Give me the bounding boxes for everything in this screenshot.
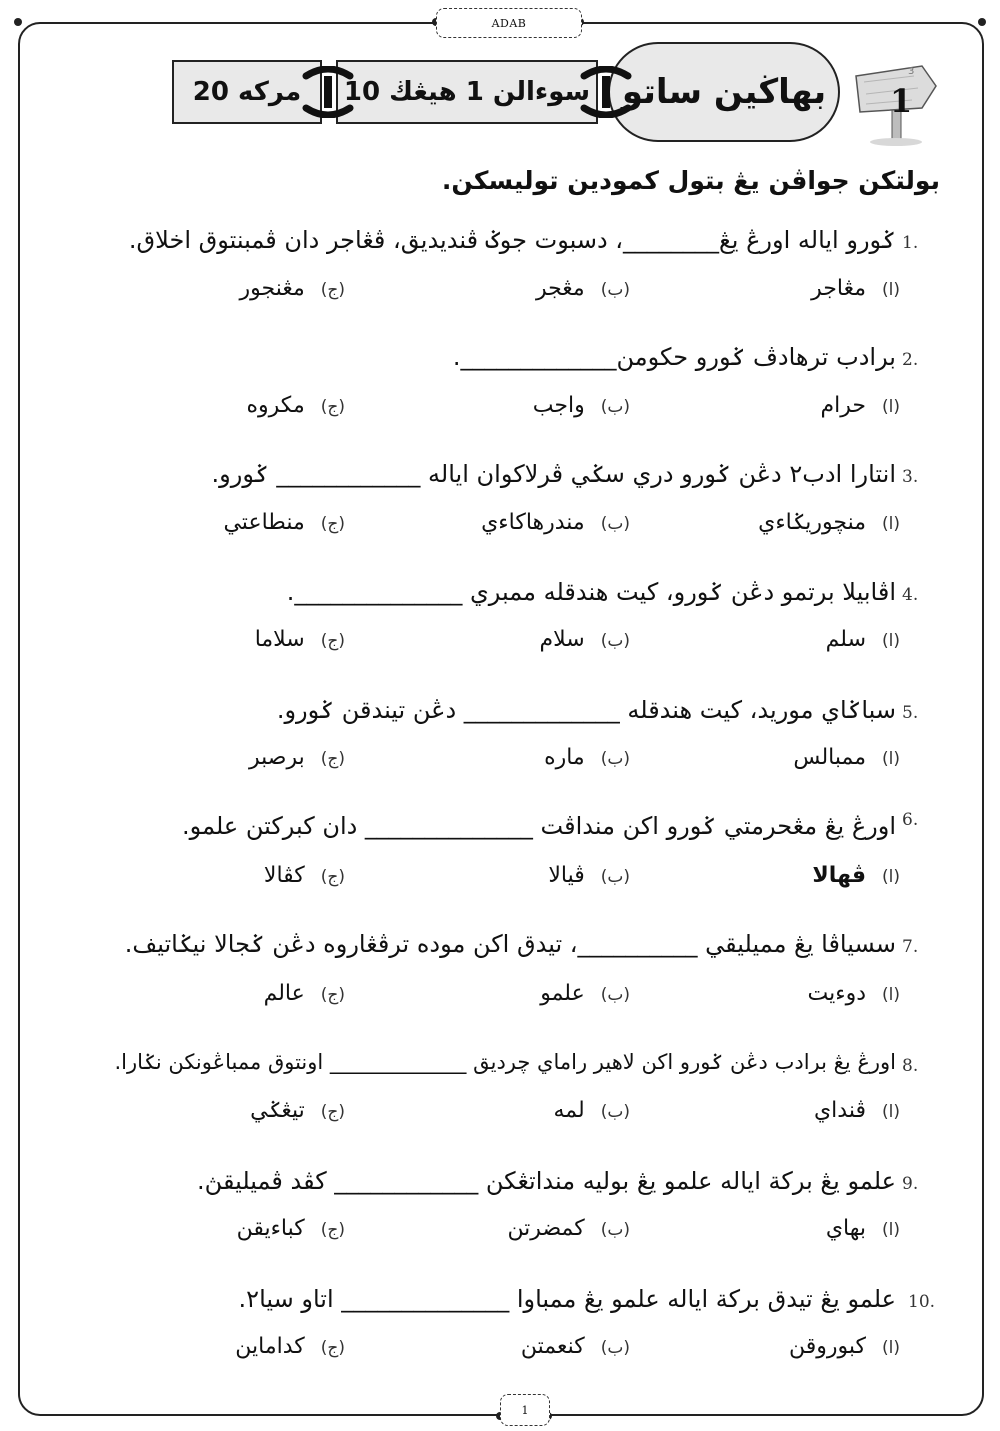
option-label: (ا)	[882, 514, 900, 534]
option-b[interactable]	[507, 1216, 630, 1241]
option-text: سلاما	[254, 627, 305, 652]
option-label: (ج)	[320, 280, 345, 300]
option-label: (ج)	[320, 1220, 345, 1240]
option-label: (ب)	[600, 749, 630, 769]
option-label: (ب)	[600, 514, 630, 534]
option-c[interactable]	[240, 276, 345, 301]
option-a[interactable]	[821, 393, 900, 418]
option-label: (ب)	[600, 631, 630, 651]
option-a[interactable]	[826, 627, 900, 652]
question-number: 3.	[902, 467, 919, 487]
question-text: علمو يڠ تيدق برکة اياله علمو يڠ ممباوا ______________ اتاو سيا٢.	[238, 1285, 896, 1313]
option-text: دوءيت	[807, 981, 866, 1006]
questions-range-box	[336, 60, 598, 124]
option-c[interactable]	[237, 1216, 345, 1241]
question-text: برادب ترهادڤ ݢورو حکومن_____________.	[452, 343, 896, 371]
section-title-box	[608, 42, 840, 142]
option-text: سلم	[825, 627, 866, 652]
option-label: (ج)	[320, 397, 345, 417]
option-c[interactable]	[255, 627, 345, 652]
option-b[interactable]	[544, 745, 630, 770]
option-text: کنعمتن	[520, 1334, 585, 1359]
option-label: (ا)	[882, 631, 900, 651]
option-c[interactable]	[264, 863, 345, 888]
option-label: (ا)	[882, 1102, 900, 1122]
option-text: سلام	[539, 627, 585, 652]
option-text: برصبر	[249, 745, 305, 770]
unit-number: 1	[890, 82, 913, 120]
option-a[interactable]	[808, 981, 901, 1006]
option-text: منچوريݢاءي	[758, 510, 866, 535]
subject-tab	[436, 8, 582, 38]
question-text: سسياڤا يڠ مميليقي __________، تيدق اکن موده ترڤڠاروه دڠن ݢجالا نيݢاتيف.	[124, 930, 896, 958]
option-text: مڠجر	[535, 276, 585, 301]
option-text: مندرهاکاءي	[481, 510, 585, 535]
question-text: ݢورو اياله اورڠ يڠ________، دسبوت جوݢ ڤنديديق، ڤڠاجر دان ڤمبنتوق اخلاق.	[128, 226, 896, 254]
option-label: (ج)	[320, 514, 345, 534]
option-label: (ب)	[600, 280, 630, 300]
question-number: 6.	[902, 810, 919, 830]
option-a[interactable]	[789, 1334, 900, 1359]
corner-dot	[14, 18, 22, 26]
option-text: ڤهالا	[812, 863, 866, 888]
option-label: (ا)	[882, 280, 900, 300]
option-a[interactable]	[812, 863, 900, 888]
option-text: تيڠݢي	[250, 1098, 305, 1123]
option-a[interactable]	[811, 276, 900, 301]
option-label: (ب)	[600, 1102, 630, 1122]
question-number: 10.	[908, 1292, 936, 1312]
question-text: انتارا ادب٢ دڠن ݢورو دري سݢي ڤرلاکوان اياله ____________ ݢورو.	[211, 460, 896, 488]
option-text: ڤيالا	[548, 863, 585, 888]
question-number: 4.	[902, 585, 919, 605]
option-label: (ب)	[600, 867, 630, 887]
option-label: (ا)	[882, 1338, 900, 1358]
option-b[interactable]	[548, 863, 630, 888]
option-label: (ا)	[882, 397, 900, 417]
question-number: 1.	[902, 233, 919, 253]
question-number: 8.	[902, 1056, 919, 1076]
page-number: 1	[521, 1403, 529, 1417]
option-a[interactable]	[758, 510, 900, 535]
option-text: عالم	[263, 981, 305, 1006]
option-b[interactable]	[554, 1098, 631, 1123]
questions-range-label: سوءالن 1 هيڠڬ 10	[343, 77, 591, 107]
option-text: واجب	[532, 393, 585, 418]
option-text: مڠاجر	[811, 276, 866, 301]
option-b[interactable]	[540, 627, 630, 652]
option-text: کداماين	[235, 1334, 305, 1359]
option-text: منطاعتي	[223, 510, 305, 535]
question-text: علمو يڠ برکة اياله علمو يڠ بوليه منداتڠکن ____________ کڤد ڤميليقڽ.	[197, 1167, 896, 1195]
question-text: اورڠ يڠ مڠحرمتي ݢورو اکن منداڤت ______________ دان کبرکتن علمو.	[182, 812, 896, 840]
option-c[interactable]	[223, 510, 345, 535]
option-b[interactable]	[536, 276, 630, 301]
section-title: بهاڬين ساتو	[621, 72, 827, 112]
option-text: کمضرتن	[507, 1216, 585, 1241]
option-label: (ج)	[320, 1102, 345, 1122]
question-number: 9.	[902, 1174, 919, 1194]
option-b[interactable]	[521, 1334, 630, 1359]
option-text: کباءيقن	[236, 1216, 305, 1241]
question-text: سباݢاي موريد، کيت هندقله _____________ دڠن تيندقن ݢورو.	[276, 696, 896, 724]
option-label: (ج)	[320, 749, 345, 769]
option-text: مڠنجور	[239, 276, 305, 301]
option-label: (ا)	[882, 1220, 900, 1240]
box-connector-icon	[300, 66, 356, 118]
option-label: (ج)	[320, 985, 345, 1005]
option-a[interactable]	[814, 1098, 900, 1123]
option-text: ممبالس	[793, 745, 866, 770]
option-c[interactable]	[250, 1098, 345, 1123]
option-c[interactable]	[235, 1334, 345, 1359]
option-label: (ج)	[320, 1338, 345, 1358]
option-text: کڤالا	[263, 863, 305, 888]
option-a[interactable]	[793, 745, 900, 770]
option-text: ڤنداي	[813, 1098, 866, 1123]
option-text: حرام	[820, 393, 866, 418]
option-label: (ج)	[320, 867, 345, 887]
marks-label: 20 مرکه	[192, 77, 302, 107]
option-label: (ا)	[882, 749, 900, 769]
option-text: مکروه	[246, 393, 305, 418]
question-number: 2.	[902, 350, 919, 370]
option-text: لمه	[553, 1098, 585, 1123]
option-label: (ب)	[600, 1220, 630, 1240]
question-number: 5.	[902, 703, 919, 723]
option-b[interactable]	[540, 981, 630, 1006]
option-label: (ا)	[882, 985, 900, 1005]
question-text: اورڠ يڠ برادب دڠن ݢورو اکن لاهير راماي چرديق _____________ اونتوق ممباڠونکن نݢارا.	[114, 1050, 896, 1074]
option-b[interactable]	[533, 393, 630, 418]
instruction-text: بولتکن جواڤن يڠ بتول کمودين توليسکن.	[441, 166, 940, 195]
question-text: اڤابيلا برتمو دڠن ݢورو، کيت هندقله ممبري ______________.	[286, 578, 896, 606]
svg-text:3: 3	[908, 66, 915, 77]
option-c[interactable]	[264, 981, 345, 1006]
option-b[interactable]	[481, 510, 630, 535]
subject-label: ADAB	[491, 16, 527, 30]
page-number-tab	[500, 1394, 550, 1426]
option-label: (ج)	[320, 631, 345, 651]
question-number: 7.	[902, 937, 919, 957]
option-label: (ب)	[600, 397, 630, 417]
box-connector-icon	[578, 66, 634, 118]
corner-dot	[978, 18, 986, 26]
option-c[interactable]	[247, 393, 345, 418]
option-text: کبوروقن	[789, 1334, 866, 1359]
option-label: (ا)	[882, 867, 900, 887]
option-label: (ب)	[600, 985, 630, 1005]
option-a[interactable]	[826, 1216, 900, 1241]
option-text: ماره	[544, 745, 585, 770]
option-text: علمو	[540, 981, 585, 1006]
option-label: (ب)	[600, 1338, 630, 1358]
option-text: بهاي	[825, 1216, 866, 1241]
option-c[interactable]	[249, 745, 345, 770]
